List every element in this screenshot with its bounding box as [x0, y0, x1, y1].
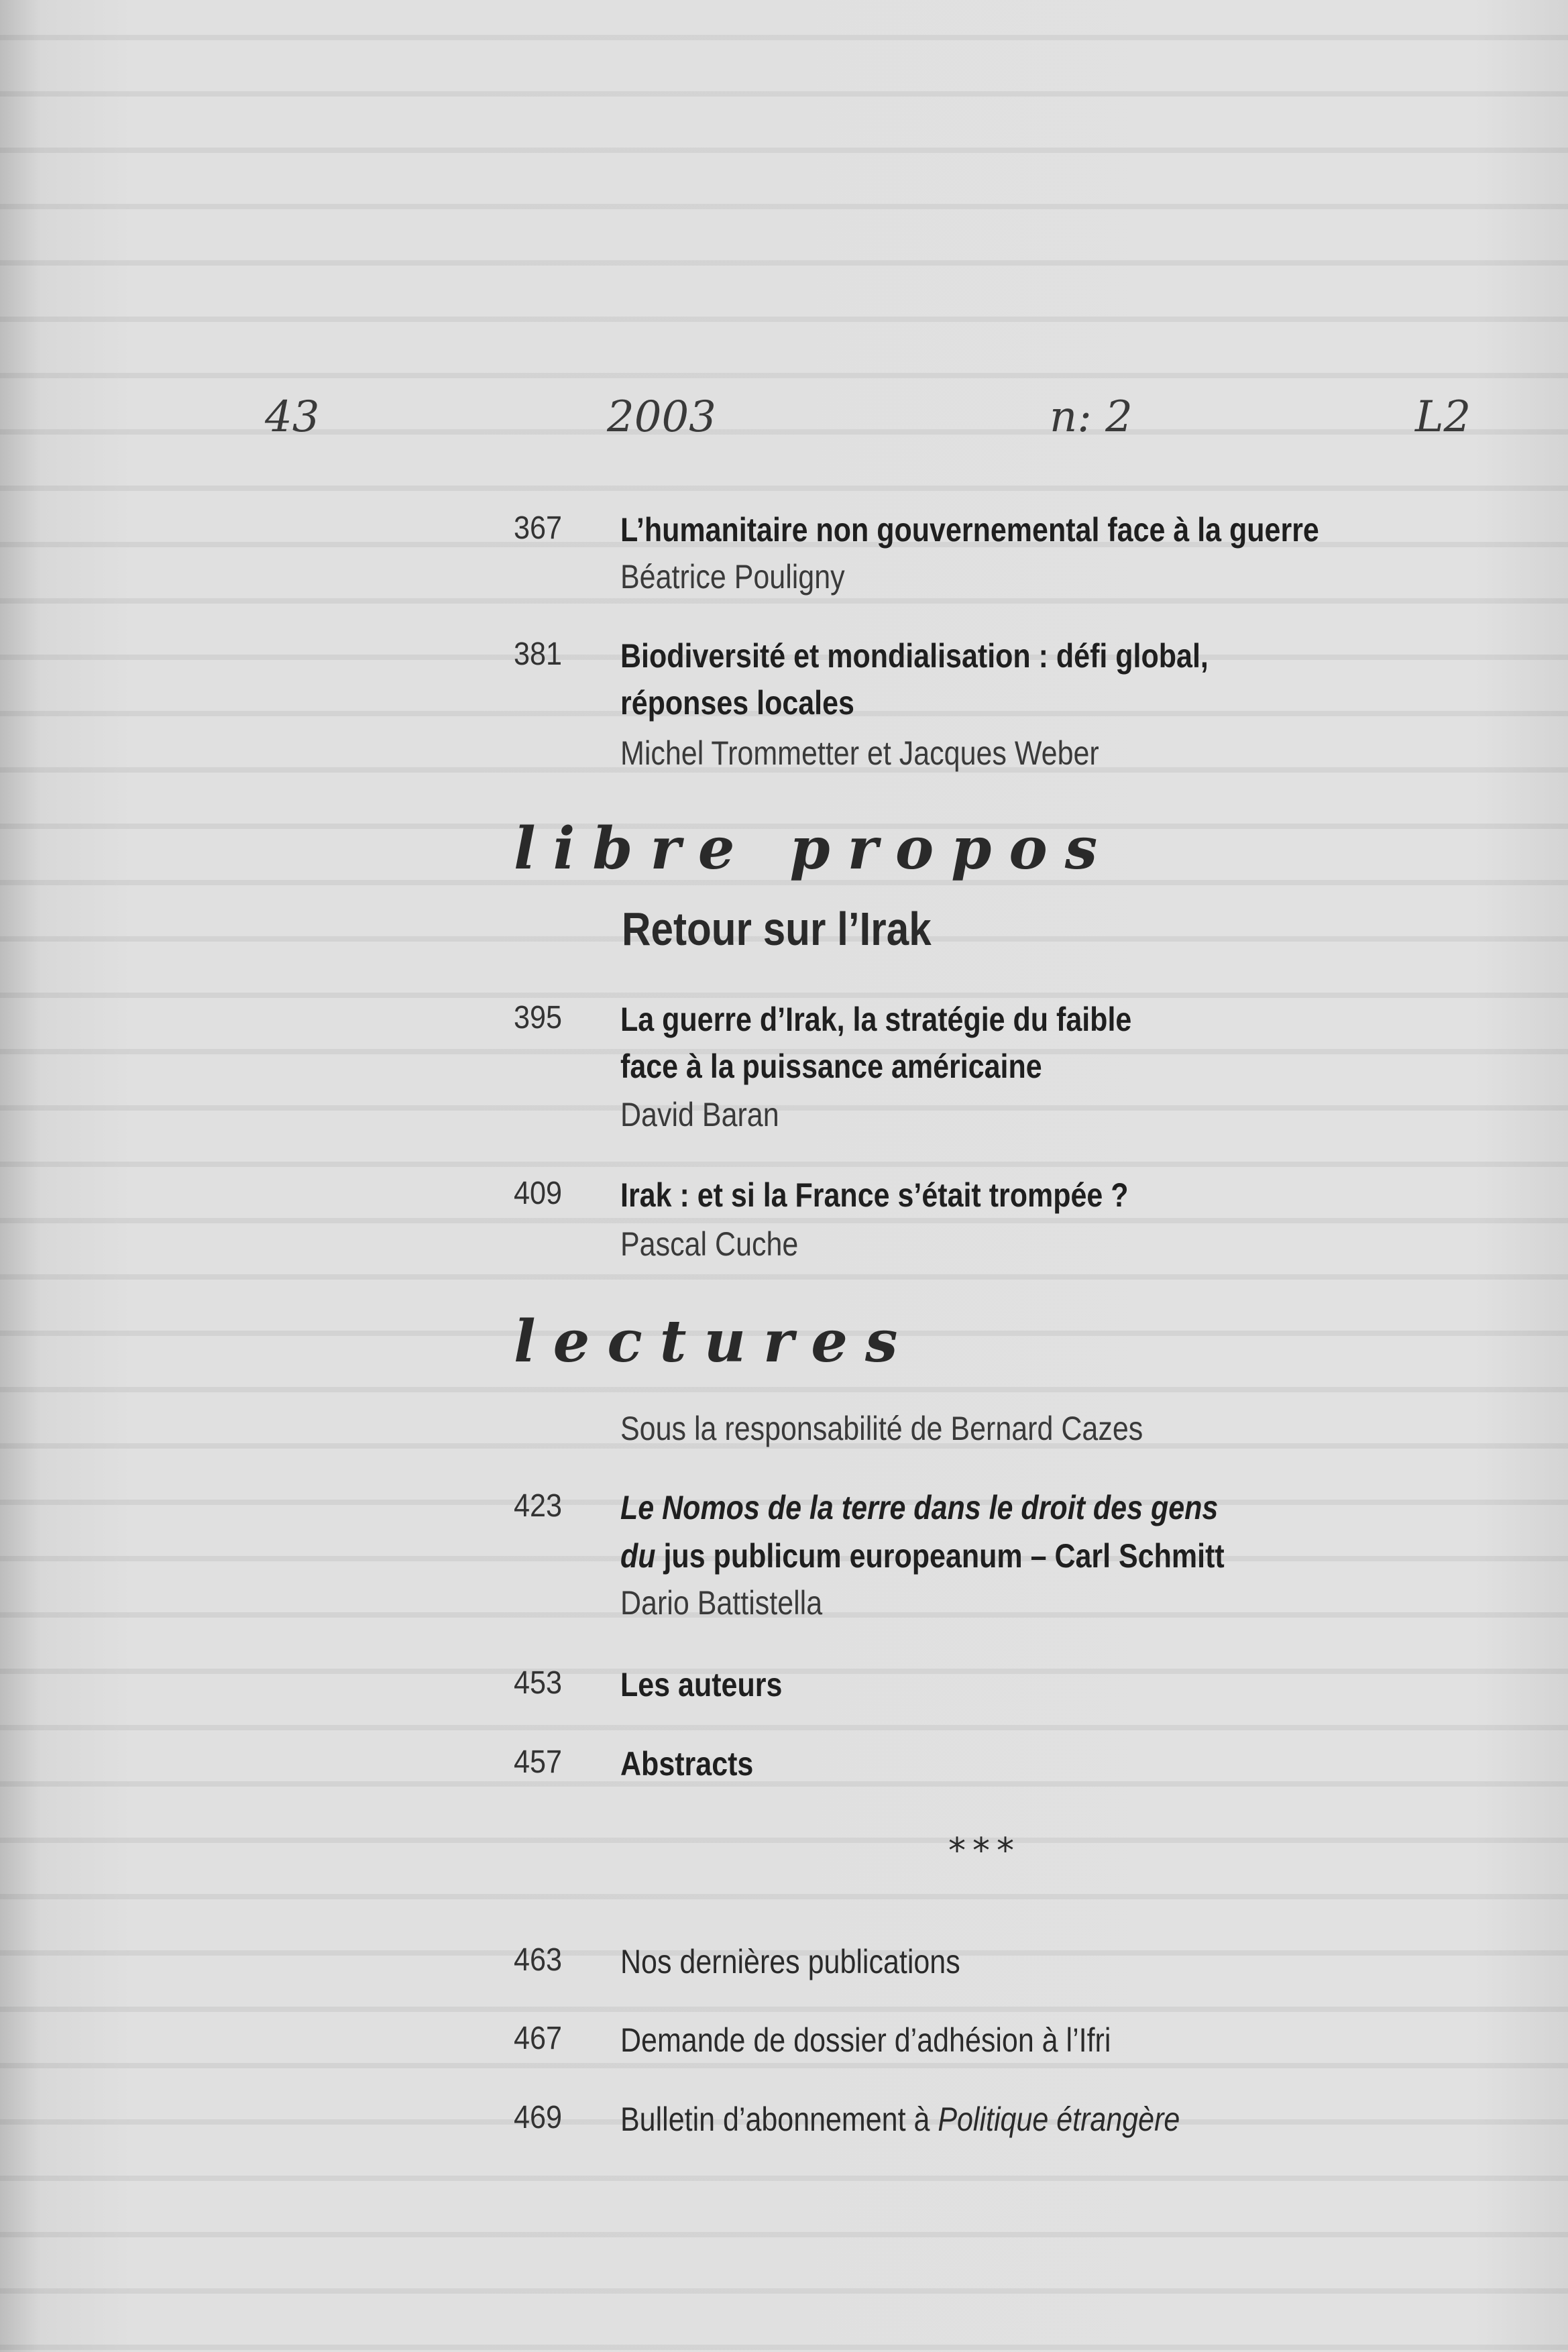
back-matter-label: Les auteurs — [620, 1666, 783, 1703]
section-heading-lectures: lectures — [514, 1308, 915, 1376]
review-title-line-2 — [620, 1532, 1225, 1579]
appendix-label: Demande de dossier d’adhésion à l’Ifri — [620, 2021, 1111, 2059]
handwritten-annotation-volume: 43 — [265, 392, 320, 442]
review-title-italic-part: du — [620, 1537, 656, 1575]
page-number: 469 — [514, 2100, 563, 2135]
page-number: 463 — [514, 1942, 563, 1978]
article-author: Pascal Cuche — [620, 1225, 799, 1263]
page-number: 457 — [514, 1744, 563, 1780]
page-number: 367 — [514, 510, 563, 546]
article-title-line-1: La guerre d’Irak, la stratégie du faible — [620, 1001, 1132, 1038]
appendix-label — [620, 2096, 1180, 2143]
page-number: 423 — [514, 1488, 563, 1524]
page-number: 395 — [514, 1000, 563, 1035]
handwritten-annotation-code: L2 — [1415, 392, 1471, 442]
section-heading-libre-propos: libre propos — [514, 815, 1115, 883]
back-matter-label: Abstracts — [620, 1745, 754, 1783]
page-number: 409 — [514, 1176, 563, 1211]
article-title-line-2: réponses locales — [620, 684, 854, 722]
article-author: Béatrice Pouligny — [620, 558, 845, 596]
review-author: Dario Battistella — [620, 1584, 823, 1622]
review-title-rest: jus publicum europeanum – Carl Schmitt — [655, 1537, 1225, 1575]
section-subheading: Retour sur l’Irak — [622, 903, 932, 955]
article-title: Irak : et si la France s’était trompée ? — [620, 1176, 1129, 1214]
article-title: L’humanitaire non gouvernemental face à la guerre — [620, 511, 1319, 549]
article-author: Michel Trommetter et Jacques Weber — [620, 734, 1099, 772]
handwritten-annotation-year: 2003 — [607, 392, 716, 442]
page-number: 467 — [514, 2021, 563, 2056]
review-title-line-1: Le Nomos de la terre dans le droit des gens — [620, 1489, 1219, 1526]
page-number: 453 — [514, 1665, 563, 1701]
appendix-label: Nos dernières publications — [620, 1943, 960, 1980]
article-title-line-1: Biodiversité et mondialisation : défi global, — [620, 637, 1209, 675]
separator-asterisks: *** — [948, 1831, 1021, 1871]
section-responsibility: Sous la responsabilité de Bernard Cazes — [620, 1410, 1143, 1447]
appendix-label-prefix: Bulletin d’abonnement à — [620, 2101, 938, 2138]
appendix-label-italic: Politique étrangère — [938, 2101, 1180, 2138]
article-title-line-2: face à la puissance américaine — [620, 1048, 1042, 1085]
handwritten-annotation-number: n: 2 — [1050, 392, 1133, 442]
page-number: 381 — [514, 636, 563, 672]
article-author: David Baran — [620, 1096, 779, 1133]
